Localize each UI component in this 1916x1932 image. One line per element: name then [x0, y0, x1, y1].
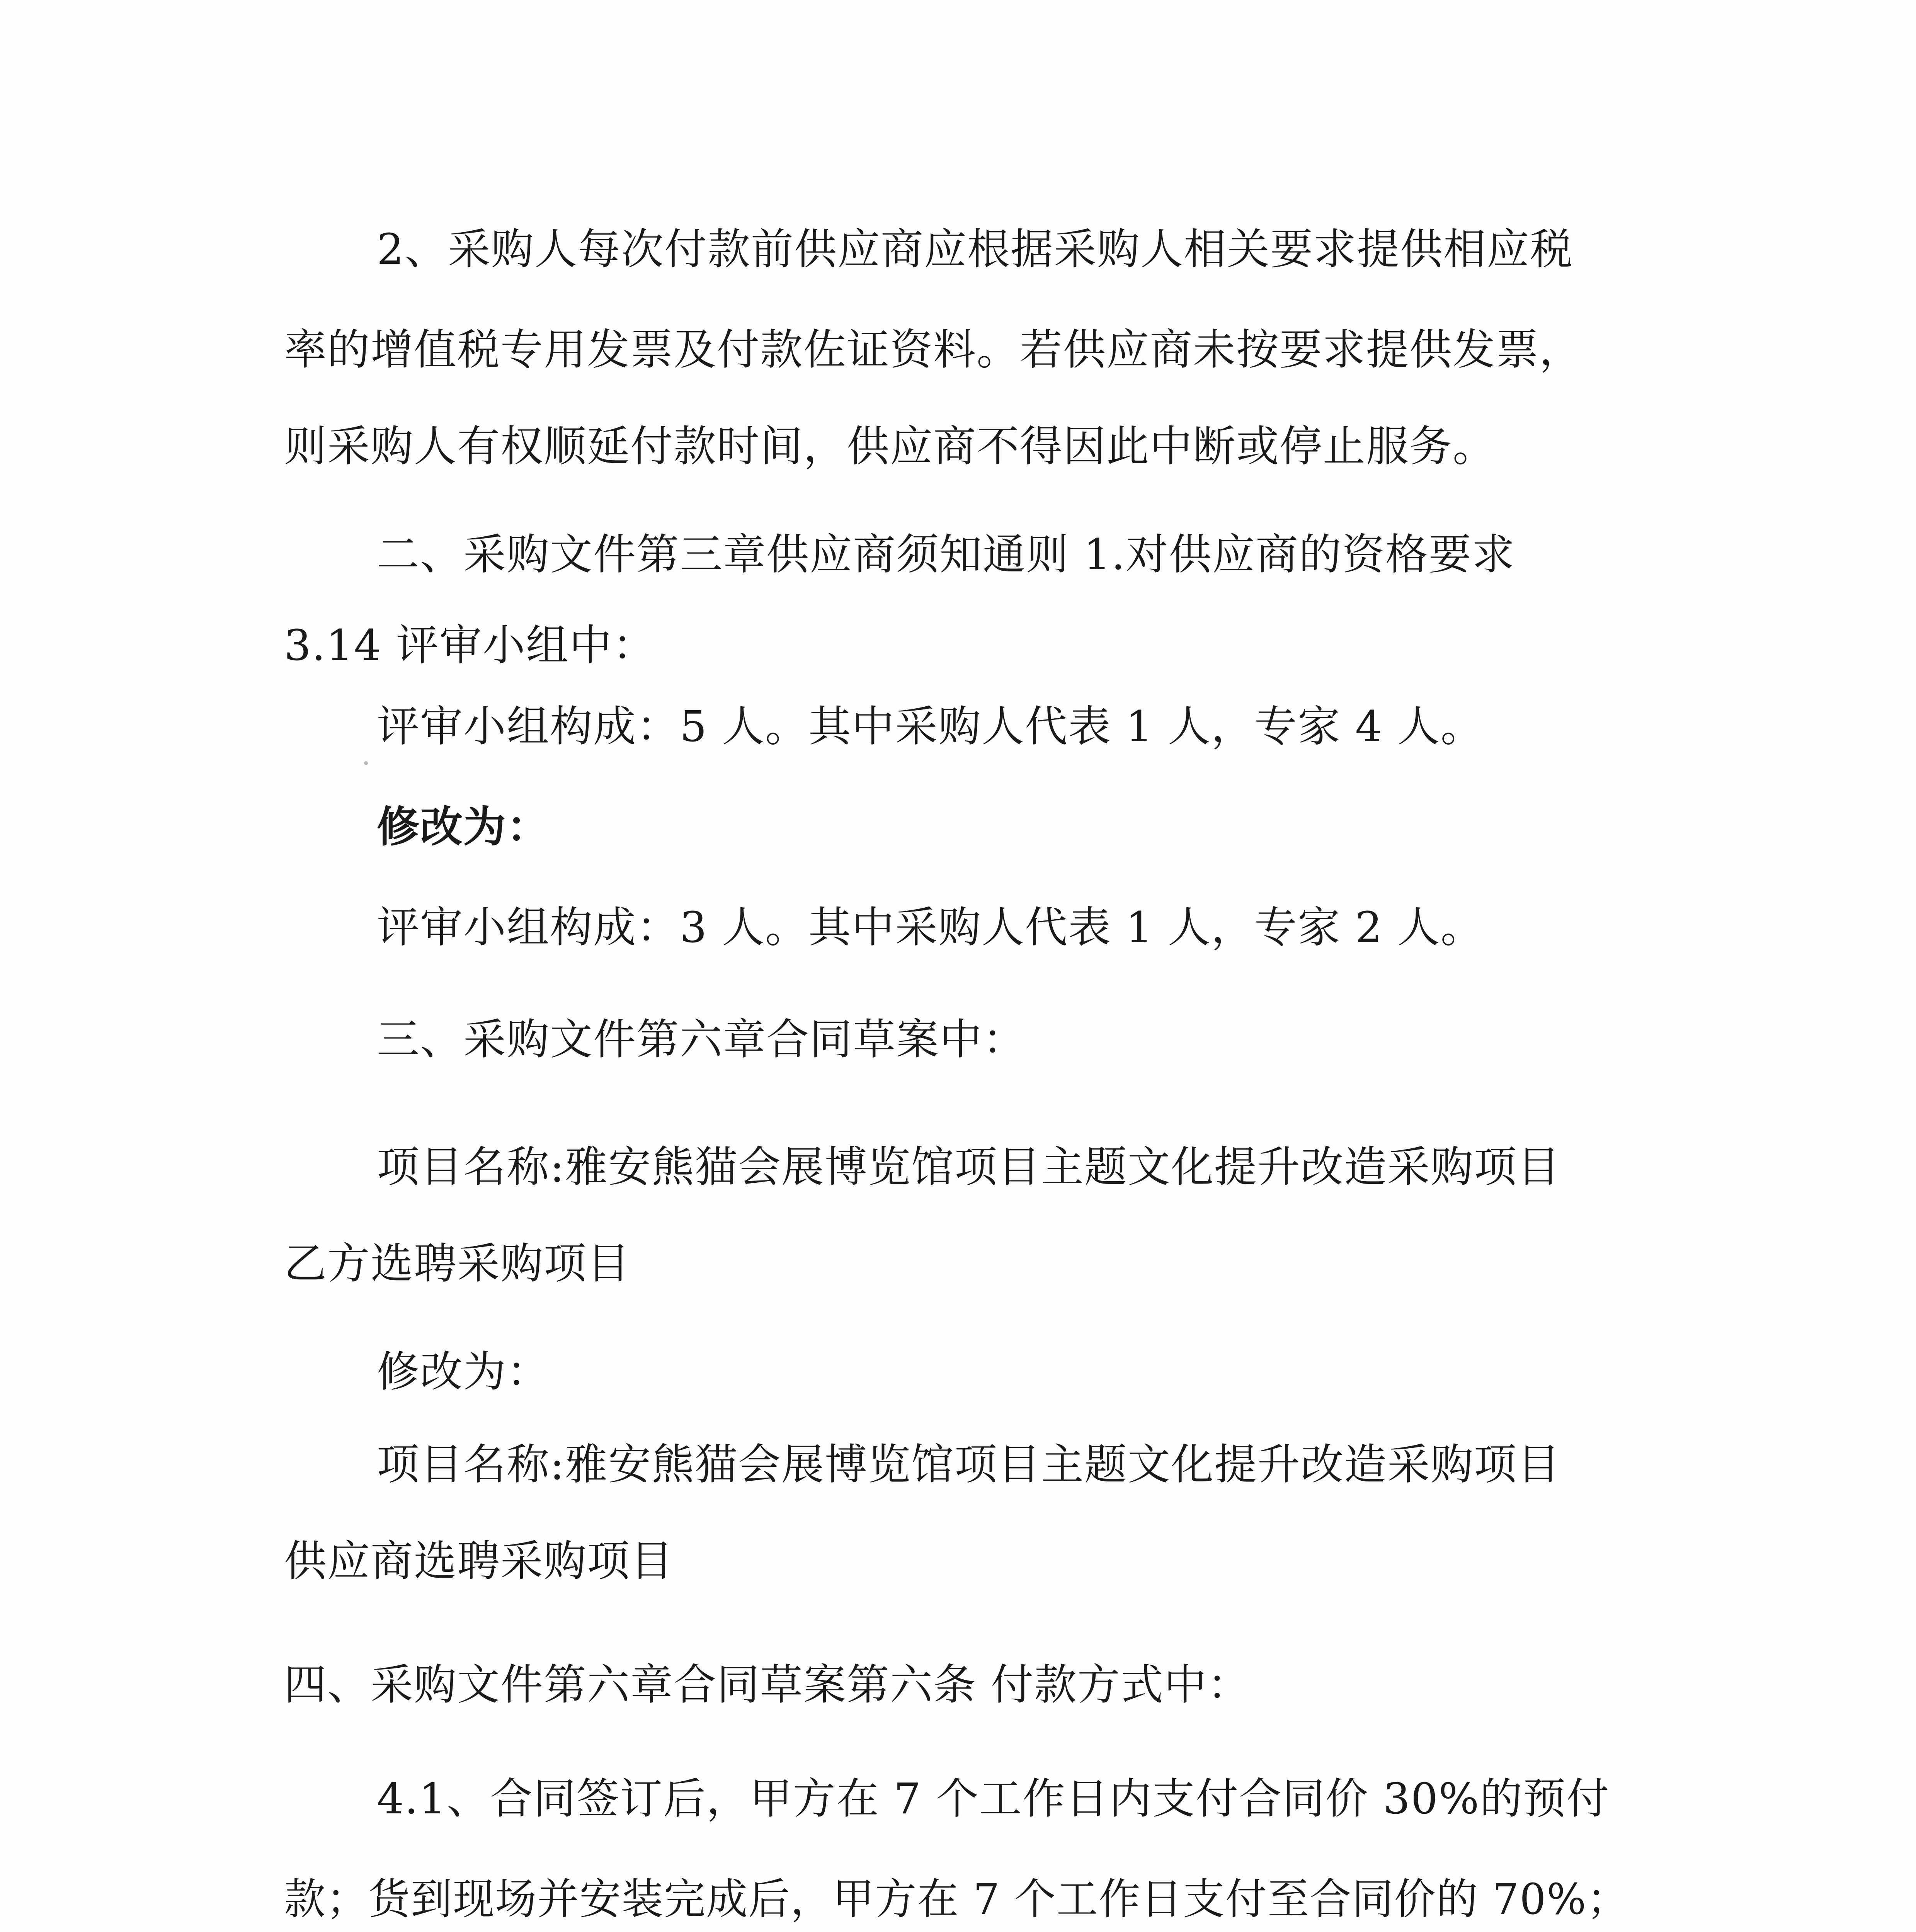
section-heading-line: 3.14 评审小组中：	[284, 621, 656, 670]
paragraph-line: 4.1、合同签订后，甲方在 7 个工作日内支付合同价 30%的预付	[377, 1774, 1610, 1823]
paragraph-line: 乙方选聘采购项目	[284, 1239, 630, 1288]
amendment-label: 修改为：	[377, 802, 550, 852]
scan-speck	[364, 761, 368, 765]
paragraph-line: 评审小组构成：3 人。其中采购人代表 1 人，专家 2 人。	[377, 903, 1484, 952]
paragraph-line: 项目名称:雅安熊猫会展博览馆项目主题文化提升改造采购项目	[377, 1440, 1561, 1489]
paragraph-line: 供应商选聘采购项目	[284, 1536, 674, 1586]
amendment-label: 修改为：	[377, 1347, 550, 1396]
paragraph-line: 评审小组构成：5 人。其中采购人代表 1 人，专家 4 人。	[377, 702, 1484, 751]
paragraph-line: 项目名称:雅安熊猫会展博览馆项目主题文化提升改造采购项目	[377, 1142, 1561, 1192]
paragraph-line: 率的增值税专用发票及付款佐证资料。若供应商未按要求提供发票，	[284, 325, 1582, 374]
paragraph-line: 款；货到现场并安装完成后，甲方在 7 个工作日支付至合同价的 70%；	[284, 1874, 1629, 1924]
section-heading-line: 三、采购文件第六章合同草案中：	[377, 1015, 1026, 1064]
section-heading-line: 二、采购文件第三章供应商须知通则 1.对供应商的资格要求	[377, 530, 1515, 579]
section-heading-line: 四、采购文件第六章合同草案第六条 付款方式中：	[284, 1660, 1251, 1709]
paragraph-line: 则采购人有权顺延付款时间，供应商不得因此中断或停止服务。	[284, 422, 1496, 471]
paragraph-line: 2、采购人每次付款前供应商应根据采购人相关要求提供相应税	[377, 224, 1573, 274]
